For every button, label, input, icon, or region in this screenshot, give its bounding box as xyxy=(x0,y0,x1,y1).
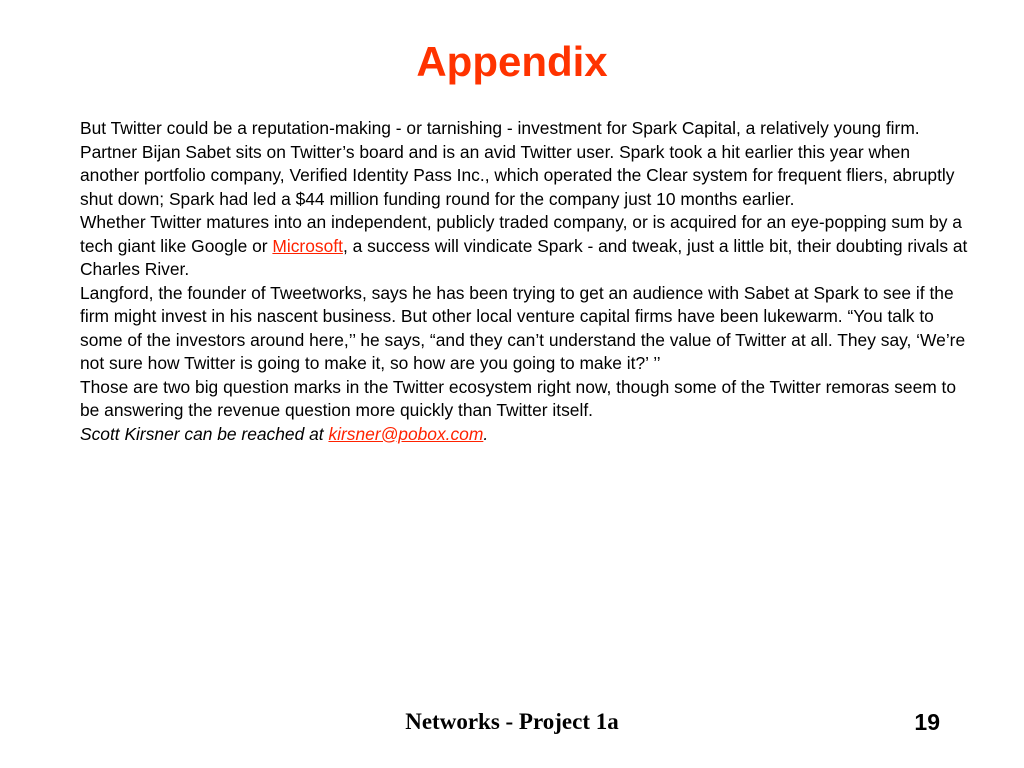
footer-title: Networks - Project 1a xyxy=(405,709,619,734)
paragraph-5 xyxy=(80,423,972,447)
paragraph-2-text-after: , a success will vindicate Spark - and tweak, just a little bit, their doubting rivals at Charles River. xyxy=(80,235,968,279)
paragraph-2-text-before: Whether Twitter matures into an independent, publicly traded company, or is acquired for an eye-popping sum by a tech giant like Google or xyxy=(80,212,962,256)
paragraph-5-text-after: . xyxy=(483,423,489,444)
email-link[interactable]: kirsner@pobox.com xyxy=(328,423,484,444)
paragraph-2 xyxy=(80,211,972,282)
microsoft-link[interactable]: Microsoft xyxy=(272,235,343,256)
page-number: 19 xyxy=(914,709,940,735)
slide-title: Appendix xyxy=(416,38,608,85)
paragraph-3: Langford, the founder of Tweetworks, says he has been trying to get an audience with Sabet at Spark to see if the firm might invest in his nascent business. But other local venture capital firms have been lukewarm. “You talk to some of the investors around here,’’ he says, “and they can’t understand the value of Twitter at all. They say, ‘We’re not sure how Twitter is going to make it, so how are you going to make it?’ ’’ xyxy=(80,282,966,373)
slide-body xyxy=(80,117,972,446)
paragraph-4: Those are two big question marks in the Twitter ecosystem right now, though some of the Twitter remoras seem to be answering the revenue question more quickly than Twitter itself. xyxy=(80,376,957,420)
paragraph-5-text-before: Scott Kirsner can be reached at xyxy=(80,423,329,444)
paragraph-1: But Twitter could be a reputation-making - or tarnishing - investment for Spark Capital, a relatively young firm. Partner Bijan Sabet sits on Twitter’s board and is an avid Twitter user. Spark took a hit earlier this year when another portfolio company, Verified Identity Pass Inc., which operated the Clear system for frequent fliers, abruptly shut down; Spark had led a $44 million funding round for the company just 10 months earlier. xyxy=(80,118,955,209)
